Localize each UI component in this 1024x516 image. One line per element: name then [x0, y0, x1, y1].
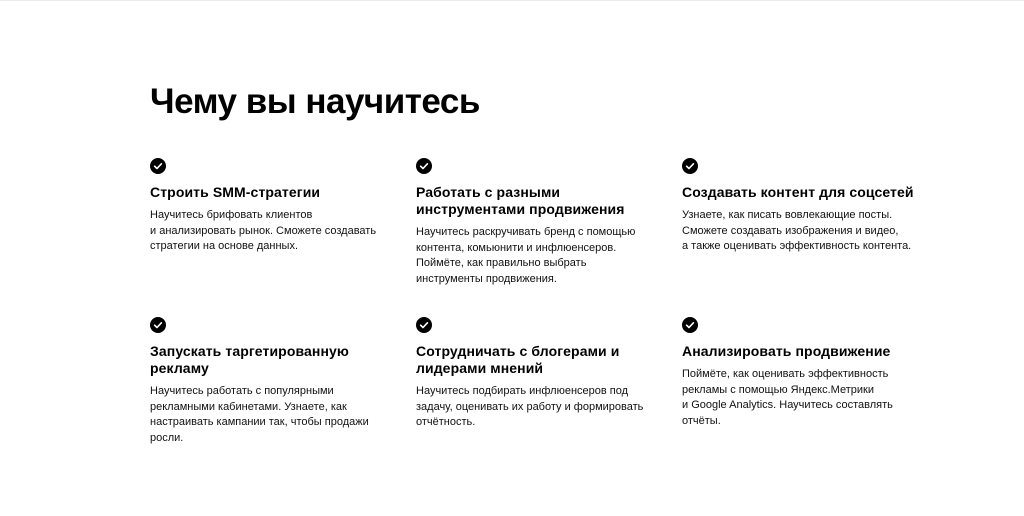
outcome-title: Создавать контент для соцсетей: [682, 184, 914, 200]
outcome-title: Строить SMM-стратегии: [150, 184, 321, 200]
outcome-item-analytics: [682, 317, 922, 429]
top-divider: [0, 0, 1024, 1]
outcome-description: Научитесь раскручивать бренд с помощью контента, комьюнити и инфлюенсеров. Поймёте, как правильно выбрать инструменты продвижения.: [416, 226, 636, 285]
checkmark-icon: [150, 158, 166, 174]
outcome-description: Поймёте, как оценивать эффективность рекламы с помощью Яндекс.Метрики и Google Analytics. Научитесь составлять отчёты.: [682, 368, 893, 427]
outcome-item-smm-strategy: [150, 158, 390, 255]
checkmark-icon: [682, 317, 698, 333]
outcome-item-influencers: [416, 317, 656, 431]
checkmark-icon: [682, 158, 698, 174]
checkmark-icon: [150, 317, 166, 333]
outcome-title: Сотрудничать с блогерами и лидерами мнений: [416, 343, 620, 376]
learning-outcomes-section: [150, 82, 930, 444]
outcome-item-targeted-ads: [150, 317, 390, 446]
section-title: Чему вы научитесь: [150, 82, 480, 121]
outcome-description: Узнаете, как писать вовлекающие посты. Сможете создавать изображения и видео, а также оценивать эффективность контента.: [682, 209, 912, 252]
outcome-title: Запускать таргетированную рекламу: [150, 343, 349, 376]
checkmark-icon: [416, 317, 432, 333]
checkmark-icon: [416, 158, 432, 174]
outcome-title: Анализировать продвижение: [682, 343, 891, 359]
outcome-item-promotion-tools: [416, 158, 656, 287]
outcome-description: Научитесь брифовать клиентов и анализировать рынок. Сможете создавать стратегии на основе данных.: [150, 209, 377, 252]
outcome-description: Научитесь подбирать инфлюенсеров под задачу, оценивать их работу и формировать отчётность.: [416, 385, 644, 428]
outcome-title: Работать с разными инструментами продвижения: [416, 184, 625, 217]
outcome-item-social-content: [682, 158, 922, 255]
outcome-description: Научитесь работать с популярными рекламными кабинетами. Узнаете, как настраивать кампании так, чтобы продажи росли.: [150, 385, 369, 444]
